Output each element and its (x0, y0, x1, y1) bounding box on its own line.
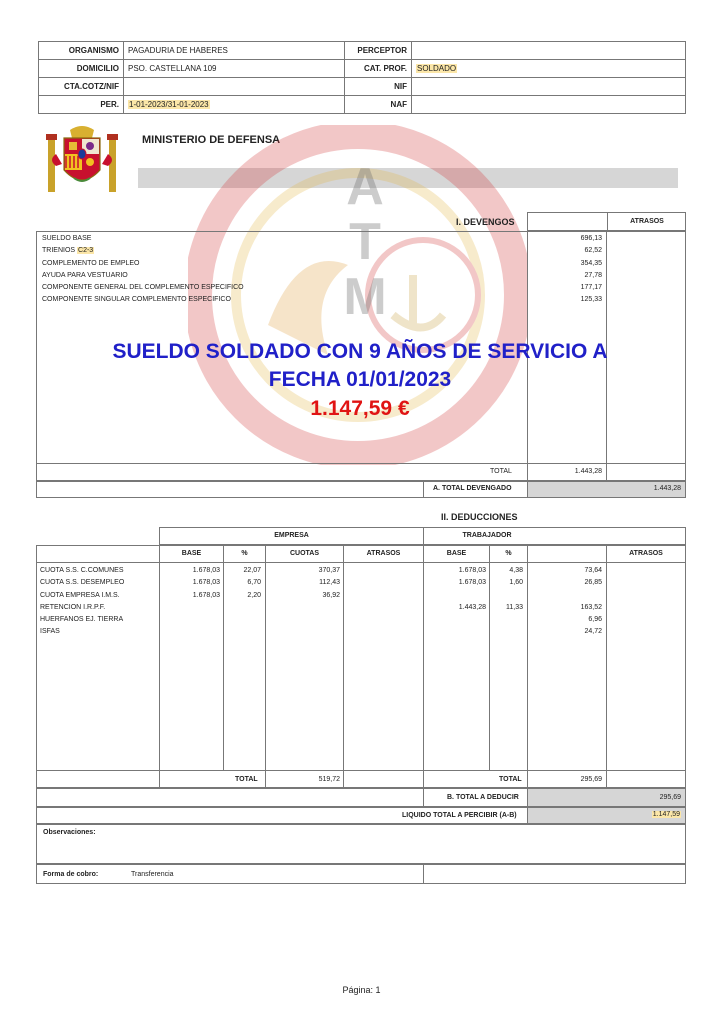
per-label: PER. (100, 100, 119, 109)
deduccion-row (37, 577, 685, 589)
total-devengado-row (36, 481, 686, 498)
deduccion-row (37, 602, 685, 614)
devengo-row (42, 294, 602, 306)
col-t-atrasos: ATRASOS (629, 550, 663, 557)
catprof-label: CAT. PROF. (364, 64, 407, 73)
deduccion-t-amount: 26,85 (584, 579, 602, 587)
devengo-label: TRIENIOS C2-3 (42, 247, 94, 255)
devengos-title: I. DEVENGOS (456, 217, 515, 227)
observaciones-label: Observaciones: (43, 829, 96, 836)
devengo-amount: 177,17 (580, 284, 602, 292)
devengos-atrasos-header: ATRASOS (630, 218, 664, 225)
deduccion-t-amount: 73,64 (584, 567, 602, 574)
deduccion-e-cuota: 36,92 (322, 591, 340, 599)
liquido-highlight: 1.147,59 (652, 811, 680, 818)
col-t-base: BASE (446, 550, 467, 557)
trabajador-total-value: 295,69 (580, 776, 602, 783)
col-t-pct: % (505, 550, 512, 557)
overlay-amount: 1.147,59 € (310, 397, 410, 420)
watermark-letter-m: M (343, 268, 387, 326)
col-e-cuotas: CUOTAS (289, 550, 320, 557)
total-devengado-value: 1.443,28 (653, 485, 681, 492)
deduccion-label: CUOTA EMPRESA I.M.S. (40, 591, 120, 599)
coat-of-arms-icon (44, 124, 120, 200)
overlay-line1: SUELDO SOLDADO CON 9 AÑOS DE SERVICIO A (112, 340, 608, 363)
empresa-total-value: 519,72 (318, 776, 340, 783)
watermark-letter-a: A (346, 158, 384, 216)
deducciones-list (37, 565, 685, 639)
catprof-value (412, 60, 457, 77)
deduccion-e-base: 1.678,03 (192, 591, 220, 599)
deduccion-t-pct: 11,33 (506, 603, 523, 611)
deduccion-t-amount: 24,72 (584, 628, 602, 636)
devengo-amount: 27,78 (584, 271, 602, 279)
deduccion-t-pct: 1,60 (509, 579, 523, 587)
deduccion-label: HUERFANOS EJ. TIERRA (40, 616, 124, 624)
devengo-row (42, 245, 602, 257)
catprof-highlight: SOLDADO (417, 64, 457, 73)
devengos-column-header (527, 212, 686, 231)
deduccion-e-pct: 22,07 (243, 567, 261, 574)
liquido-row (36, 807, 686, 824)
overlay-line2: FECHA 01/01/2023 (268, 368, 452, 391)
total-devengado-label: A. TOTAL DEVENGADO (433, 485, 512, 492)
naf-label: NAF (390, 100, 407, 109)
deducciones-table (36, 545, 686, 788)
deduccion-label: ISFAS (40, 628, 60, 636)
watermark-letter-t: T (349, 213, 381, 271)
devengo-label: COMPONENTE GENERAL DEL COMPLEMENTO ESPECIFICO (42, 284, 244, 292)
ctacotz-label: CTA.COTZ/NIF (64, 82, 119, 91)
header-table (38, 41, 686, 114)
deduccion-t-base: 1.678,03 (458, 567, 486, 574)
devengo-amount: 125,33 (580, 296, 602, 304)
organismo-value: PAGADURIA DE HABERES (128, 46, 228, 55)
domicilio-label: DOMICILIO (76, 64, 119, 73)
devengo-row (42, 258, 602, 270)
domicilio-value: PSO. CASTELLANA 109 (128, 64, 217, 73)
deduccion-e-base: 1.678,03 (192, 579, 220, 587)
trabajador-header: TRABAJADOR (462, 532, 512, 539)
deduccion-t-amount: 163,52 (580, 603, 602, 611)
devengos-total-label: TOTAL (490, 468, 512, 475)
devengo-amount: 354,35 (580, 259, 602, 267)
col-e-base: BASE (181, 550, 202, 557)
empresa-header: EMPRESA (274, 532, 309, 539)
deduccion-e-pct: 6,70 (247, 579, 261, 587)
liquido-value (597, 811, 681, 818)
deducciones-group-header (159, 527, 686, 545)
liquido-label: LIQUIDO TOTAL A PERCIBIR (A-B) (402, 812, 517, 819)
nif-label: NIF (394, 82, 407, 91)
devengo-amount: 696,13 (580, 235, 602, 242)
deduccion-row (37, 614, 685, 626)
deduccion-e-base: 1.678,03 (192, 567, 220, 574)
forma-cobro-label: Forma de cobro: (43, 871, 99, 878)
per-highlight: 1-01-2023/31-01-2023 (129, 100, 209, 109)
deduccion-t-pct: 4,38 (509, 567, 523, 574)
page-number: Página: 1 (342, 985, 381, 995)
devengo-row (42, 233, 602, 245)
total-deducir-label: B. TOTAL A DEDUCIR (447, 794, 519, 801)
total-deducir-row (36, 788, 686, 807)
deduccion-t-base: 1.678,03 (458, 579, 486, 587)
deduccion-e-cuota: 112,43 (319, 579, 340, 587)
deduccion-row (37, 626, 685, 638)
total-deducir-value: 295,69 (659, 794, 681, 801)
organismo-label: ORGANISMO (68, 46, 119, 55)
deducciones-title: II. DEDUCCIONES (441, 512, 518, 522)
ministry-title: MINISTERIO DE DEFENSA (142, 134, 281, 146)
devengos-total-value: 1.443,28 (574, 468, 602, 475)
forma-cobro-value: Transferencia (131, 871, 174, 878)
devengo-label: AYUDA PARA VESTUARIO (42, 271, 128, 279)
trienios-code-highlight: C2-3 (78, 247, 94, 255)
deduccion-label: CUOTA S.S. C.COMUNES (40, 567, 124, 574)
devengo-label: COMPONENTE SINGULAR COMPLEMENTO ESPECIFICO (42, 296, 231, 304)
per-value (124, 96, 210, 113)
col-e-pct: % (241, 550, 248, 557)
devengo-row (42, 270, 602, 282)
deduccion-t-base: 1.443,28 (458, 603, 486, 611)
trabajador-total-label: TOTAL (499, 776, 522, 783)
devengo-amount: 62,52 (584, 247, 602, 255)
deduccion-label: RETENCION I.R.P.F. (40, 603, 106, 611)
devengo-label: SUELDO BASE (42, 235, 92, 242)
deduccion-label: CUOTA S.S. DESEMPLEO (40, 579, 125, 587)
deduccion-row (37, 590, 685, 602)
empresa-total-label: TOTAL (235, 776, 258, 783)
forma-cobro-box (36, 864, 686, 884)
observaciones-box (36, 824, 686, 864)
deduccion-row (37, 565, 685, 577)
deduccion-t-amount: 6,96 (588, 616, 602, 624)
perceptor-label: PERCEPTOR (357, 46, 407, 55)
devengo-label: COMPLEMENTO DE EMPLEO (42, 259, 140, 267)
deduccion-e-cuota: 370,37 (318, 567, 340, 574)
devengos-list (42, 233, 602, 307)
deduccion-e-pct: 2,20 (247, 591, 261, 599)
col-e-atrasos: ATRASOS (366, 550, 401, 557)
devengo-row (42, 282, 602, 294)
